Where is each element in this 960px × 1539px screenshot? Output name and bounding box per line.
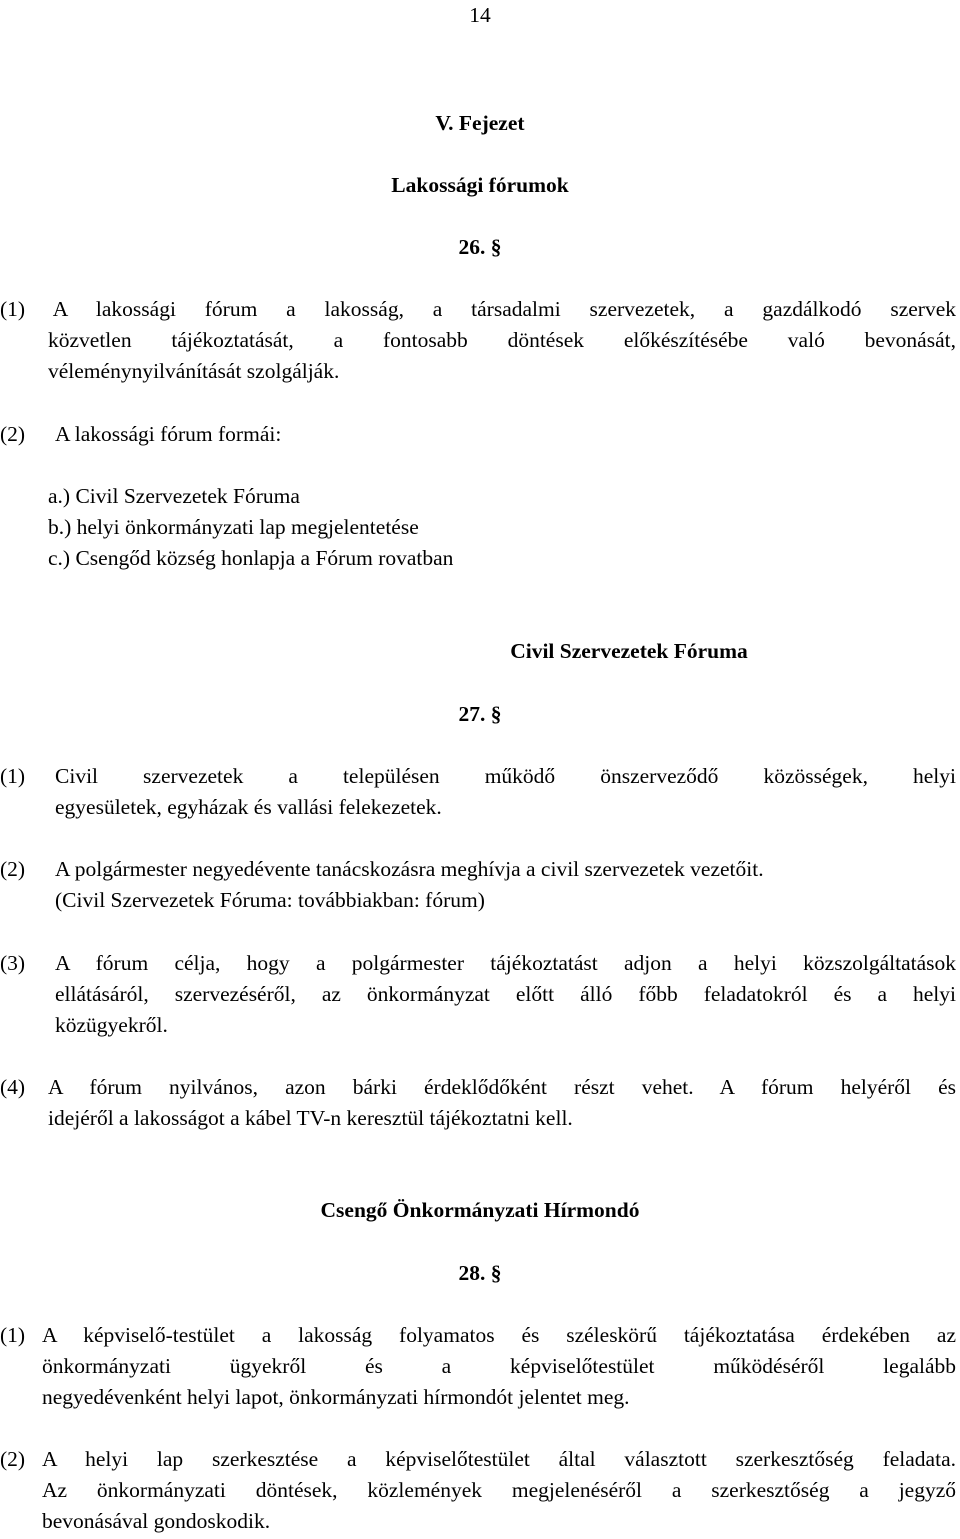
section-number-27 — [0, 699, 960, 730]
paragraph-line: A képviselő-testület a lakosság folyamatos és széleskörű tájékoztatása érdekében az — [42, 1323, 956, 1347]
paragraph-line: A helyi lap szerkesztése a képviselőtestület által választott szerkesztőség feladata. — [42, 1447, 956, 1471]
paragraph-line: Az önkormányzati döntések, közlemények megjelenéséről a szerkesztőség a jegyző — [42, 1478, 956, 1502]
paragraph-line: (1) A lakossági fórum a lakosság, a társadalmi szervezetek, a gazdálkodó szervek — [0, 297, 956, 321]
paragraph-label: (1) — [0, 1323, 26, 1347]
paragraph-label: (2) — [0, 1447, 26, 1471]
section-number-text: 27. § — [458, 702, 502, 726]
paragraph-line: közvetlen tájékoztatását, a fontosabb döntések előkészítésébe való bevonását, — [48, 328, 956, 352]
section-number-26: 26. § — [458, 235, 502, 259]
section-26-paragraph-1 — [0, 294, 956, 387]
list-item: a.) Civil Szervezetek Fóruma — [48, 484, 300, 508]
section-27-paragraph-2 — [55, 854, 764, 916]
section-28-paragraph-2 — [42, 1444, 956, 1537]
section-number-28: 28. § — [458, 1261, 502, 1285]
paragraph-line: bevonásával gondoskodik. — [42, 1509, 271, 1533]
section-27-paragraph-3 — [55, 948, 956, 1041]
paragraph-line: egyesületek, egyházak és vallási felekezetek. — [55, 795, 442, 819]
section-heading-civil: Civil Szervezetek Fóruma — [510, 639, 748, 663]
chapter-subtitle: Lakossági fórumok — [391, 173, 569, 197]
paragraph-label: (3) — [0, 951, 26, 975]
paragraph-label: (2) — [0, 857, 26, 881]
section-26-paragraph-2 — [55, 419, 281, 450]
paragraph-line: negyedévenként helyi lapot, önkormányzati hírmondót jelentet meg. — [42, 1385, 630, 1409]
page-number: 14 — [469, 3, 491, 27]
section-28-paragraph-1 — [42, 1320, 956, 1413]
list-item: b.) helyi önkormányzati lap megjelentetése — [48, 515, 419, 539]
chapter-title: V. Fejezet — [435, 111, 525, 135]
section-27-paragraph-4 — [48, 1072, 956, 1134]
paragraph-line: véleménynyilvánítását szolgálják. — [48, 359, 340, 383]
forum-forms-list — [48, 481, 453, 574]
paragraph-label: (4) — [0, 1075, 26, 1099]
list-item: c.) Csengőd község honlapja a Fórum rovatban — [48, 546, 454, 570]
section-heading-hirmondo: Csengő Önkormányzati Hírmondó — [320, 1198, 640, 1222]
paragraph-line: A fórum nyilvános, azon bárki érdeklődőként részt vehet. A fórum helyéről és — [48, 1075, 956, 1099]
paragraph-line: A lakossági fórum formái: — [55, 422, 282, 446]
paragraph-line: ellátásáról, szervezéséről, az önkormányzat előtt álló főbb feladatokról és a helyi — [55, 982, 956, 1006]
paragraph-line: önkormányzati ügyekről és a képviselőtestület működéséről legalább — [42, 1354, 956, 1378]
paragraph-line: A fórum célja, hogy a polgármester tájékoztatást adjon a helyi közszolgáltatások — [55, 951, 956, 975]
paragraph-line: A polgármester negyedévente tanácskozásra meghívja a civil szervezetek vezetőit. — [55, 857, 764, 881]
section-27-paragraph-1 — [55, 761, 956, 823]
paragraph-label: (2) — [0, 422, 26, 446]
paragraph-line: Civil szervezetek a településen működő önszerveződő közösségek, helyi — [55, 764, 956, 788]
paragraph-line: közügyekről. — [55, 1013, 168, 1037]
paragraph-label: (1) — [0, 764, 26, 788]
paragraph-line: (Civil Szervezetek Fóruma: továbbiakban: fórum) — [55, 888, 485, 912]
paragraph-line: idejéről a lakosságot a kábel TV-n keresztül tájékoztatni kell. — [48, 1106, 573, 1130]
